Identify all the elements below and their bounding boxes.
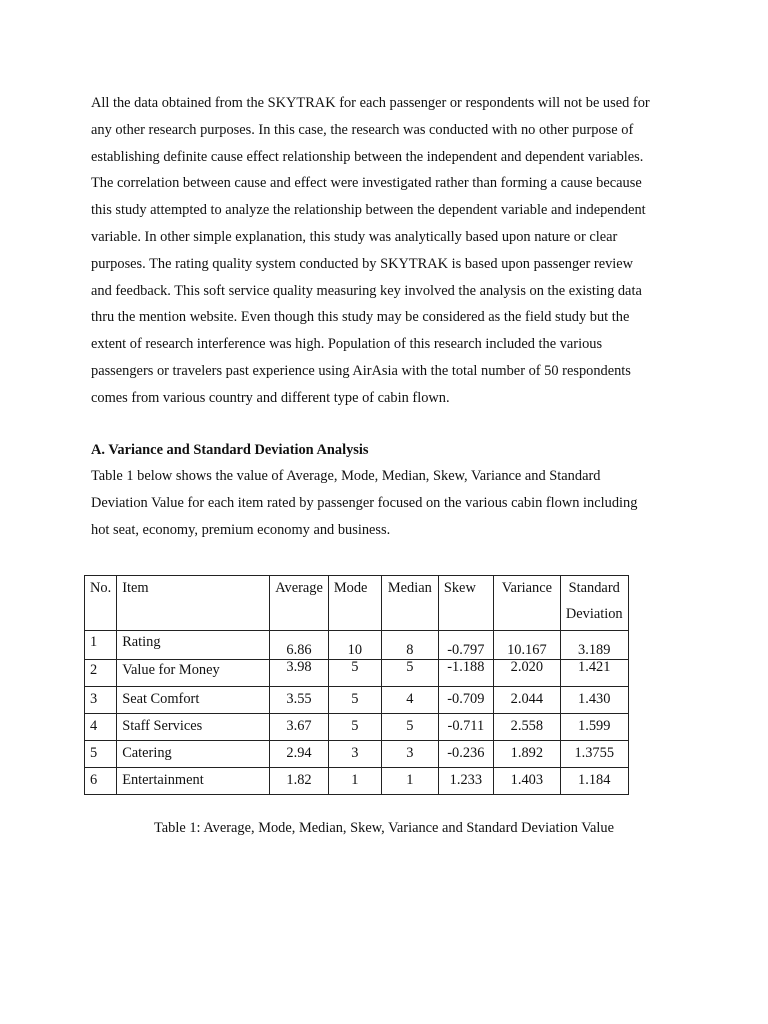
header-variance: Variance (493, 576, 560, 631)
cell-mode: 3 (328, 741, 381, 768)
cell-average: 3.67 (270, 714, 329, 741)
header-sd-line1: Standard (568, 580, 620, 596)
paragraph-line: establishing definite cause effect relationship between the independent and dependent variables. (91, 148, 644, 165)
paragraph-line: this study attempted to analyze the relationship between the dependent variable and independent (91, 202, 646, 219)
cell-average: 6.86 (270, 631, 329, 660)
header-item: Item (117, 576, 270, 631)
cell-average: 3.55 (270, 687, 329, 714)
cell-variance: 2.558 (493, 714, 560, 741)
cell-average: 2.94 (270, 741, 329, 768)
cell-item: Entertainment (117, 768, 270, 795)
cell-skew: 1.233 (438, 768, 493, 795)
cell-median: 5 (381, 714, 438, 741)
paragraph-line: passengers or travelers past experience using AirAsia with the total number of 50 respondents (91, 362, 631, 379)
cell-median: 5 (381, 660, 438, 687)
cell-sd: 1.184 (560, 768, 628, 795)
table-row (85, 687, 629, 714)
cell-median: 1 (381, 768, 438, 795)
table-row (85, 714, 629, 741)
cell-median: 8 (381, 631, 438, 660)
cell-median: 4 (381, 687, 438, 714)
cell-item: Rating (117, 631, 270, 660)
cell-no: 3 (85, 687, 117, 714)
cell-mode: 1 (328, 768, 381, 795)
paragraph-line: comes from various country and different type of cabin flown. (91, 389, 450, 406)
cell-sd: 1.599 (560, 714, 628, 741)
cell-mode: 10 (328, 631, 381, 660)
header-no: No. (85, 576, 117, 631)
cell-skew: -0.711 (438, 714, 493, 741)
intro-line: hot seat, economy, premium economy and business. (91, 521, 391, 538)
header-sd-line2: Deviation (565, 605, 623, 622)
intro-line: Deviation Value for each item rated by passenger focused on the various cabin flown including (91, 494, 638, 511)
cell-average: 1.82 (270, 768, 329, 795)
cell-item: Seat Comfort (117, 687, 270, 714)
header-median: Median (381, 576, 438, 631)
cell-sd: 1.3755 (560, 741, 628, 768)
cell-variance: 10.167 (493, 631, 560, 660)
cell-no: 6 (85, 768, 117, 795)
cell-skew: -0.236 (438, 741, 493, 768)
cell-average: 3.98 (270, 660, 329, 687)
statistics-table (84, 575, 629, 795)
cell-skew: -1.188 (438, 660, 493, 687)
paragraph-line: The correlation between cause and effect were investigated rather than forming a cause because (91, 175, 642, 192)
cell-no: 5 (85, 741, 117, 768)
header-standard-deviation (560, 576, 628, 631)
cell-no: 1 (85, 631, 117, 660)
cell-mode: 5 (328, 687, 381, 714)
paragraph-line: any other research purposes. In this case, the research was conducted with no other purpose of (91, 121, 634, 138)
table-row (85, 631, 629, 660)
table-row (85, 660, 629, 687)
cell-item: Value for Money (117, 660, 270, 687)
table-row (85, 768, 629, 795)
cell-item: Staff Services (117, 714, 270, 741)
cell-skew: -0.709 (438, 687, 493, 714)
table-caption: Table 1: Average, Mode, Median, Skew, Variance and Standard Deviation Value (153, 820, 615, 836)
table-row (85, 741, 629, 768)
section-heading: A. Variance and Standard Deviation Analysis (91, 442, 369, 458)
cell-no: 4 (85, 714, 117, 741)
intro-line: Table 1 below shows the value of Average, Mode, Median, Skew, Variance and Standard (91, 468, 601, 484)
paragraph-line: variable. In other simple explanation, this study was analytically based upon nature or clear (91, 228, 618, 245)
paragraph-line: thru the mention website. Even though this study may be considered as the field study but the (91, 309, 630, 326)
cell-sd: 1.421 (560, 660, 628, 687)
table-intro-paragraph (91, 463, 637, 543)
cell-median: 3 (381, 741, 438, 768)
cell-variance: 1.403 (493, 768, 560, 795)
cell-variance: 1.892 (493, 741, 560, 768)
body-paragraph (91, 90, 691, 412)
cell-no: 2 (85, 660, 117, 687)
cell-mode: 5 (328, 714, 381, 741)
paragraph-line: purposes. The rating quality system conducted by SKYTRAK is based upon passenger review (91, 255, 634, 272)
cell-sd: 3.189 (560, 631, 628, 660)
cell-sd: 1.430 (560, 687, 628, 714)
paragraph-line: and feedback. This soft service quality measuring key involved the analysis on the existing data (91, 282, 642, 299)
paragraph-line: extent of research interference was high. Population of this research included the various (91, 336, 603, 353)
cell-variance: 2.020 (493, 660, 560, 687)
paragraph-line: All the data obtained from the SKYTRAK for each passenger or respondents will not be used for (91, 95, 650, 111)
cell-variance: 2.044 (493, 687, 560, 714)
header-skew: Skew (438, 576, 493, 631)
header-average: Average (270, 576, 329, 631)
header-mode: Mode (328, 576, 381, 631)
table-header-row (85, 576, 629, 631)
cell-item: Catering (117, 741, 270, 768)
cell-skew: -0.797 (438, 631, 493, 660)
cell-mode: 5 (328, 660, 381, 687)
